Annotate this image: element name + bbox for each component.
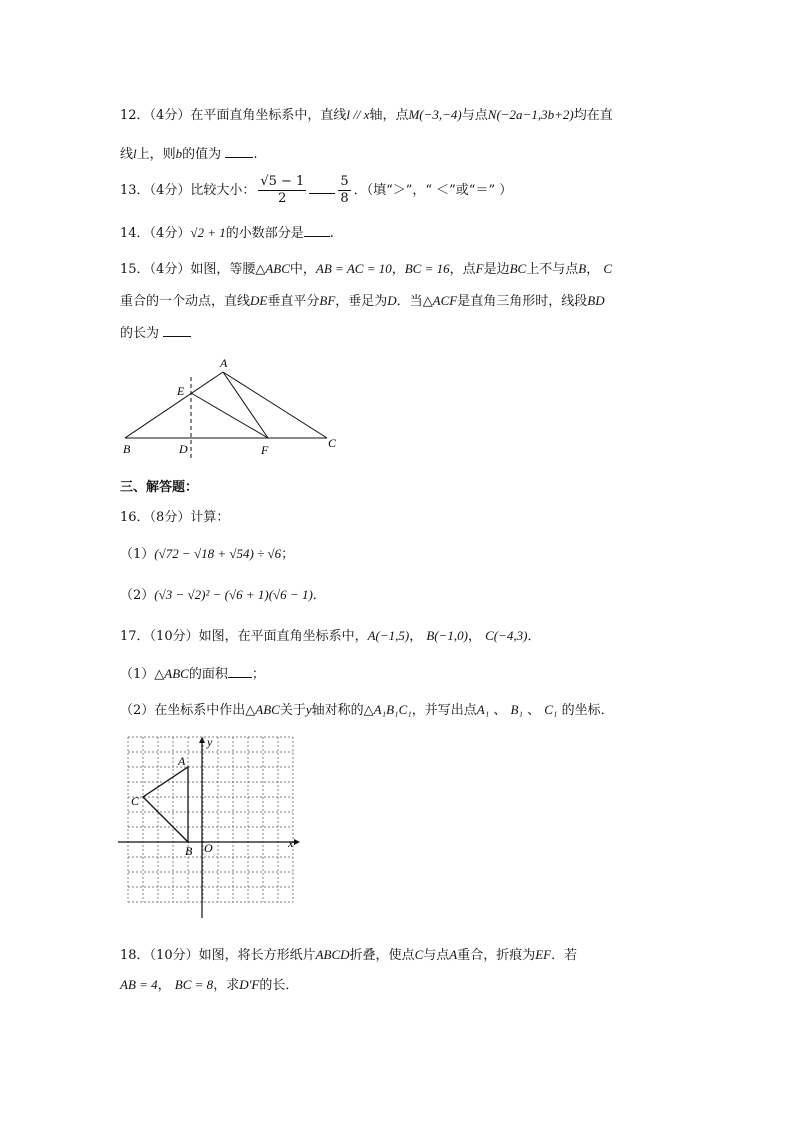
q15-triangle-figure — [115, 355, 345, 460]
section-heading: 三、解答题： — [120, 480, 199, 495]
segment-EF — [191, 393, 268, 438]
label-x: x — [288, 836, 294, 850]
q16-part2: （2）(√3 − √2)² − (√6 + 1)(√6 − 1)． — [120, 587, 326, 603]
label-A: A — [220, 356, 228, 370]
grid-lines — [128, 737, 293, 902]
q15-line3: 的长为 — [120, 324, 191, 343]
segment-BA — [125, 372, 223, 438]
q15-line1: 15．（4分）如图，等腰△ABC中，AB = AC = 10，BC = 16，点F是边BC上不与点B， C — [120, 261, 613, 277]
y-axis-arrow — [199, 737, 205, 743]
segment-AC — [223, 372, 327, 438]
q18-line2: AB = 4， BC = 8，求D′F的长． — [120, 977, 299, 993]
q18-line1: 18．（10分）如图，将长方形纸片ABCD折叠，使点C与点A重合，折痕为EF．若 — [120, 947, 578, 963]
label-B: B — [185, 844, 193, 858]
answer-blank — [163, 324, 191, 337]
q17-head: 17．（10分）如图，在平面直角坐标系中，A(−1,5)， B(−1,0)， C(−4,3)． — [120, 628, 541, 644]
answer-blank — [304, 224, 330, 237]
q17-part1: （1）△ABC的面积 ； — [120, 666, 265, 682]
label-O: O — [204, 841, 213, 855]
q14-line: 14．（4分）√2 + 1的小数部分是 . — [120, 225, 334, 241]
label-D: D — [179, 442, 188, 456]
label-C: C — [131, 794, 140, 808]
answer-blank — [309, 181, 335, 194]
q16-part1: （1）(√72 − √18 + √54) ÷ √6； — [120, 546, 295, 562]
label-A: A — [178, 754, 186, 768]
x-axis-arrow — [294, 839, 300, 845]
q12-line1: 12．（4分）在平面直角坐标系中，直线l // x轴，点M(−3,−4)与点N(−2a−1,3b+2)均在直 — [120, 107, 613, 123]
segment-AF — [223, 372, 268, 438]
fraction-1: $\frac{√5 - 1}{2}$ — [260, 174, 305, 206]
answer-blank — [228, 665, 252, 678]
q15-line2: 重合的一个动点，直线DE垂直平分BF，垂足为D．当△ACF是直角三角形时，线段BD — [120, 293, 605, 309]
label-C: C — [328, 436, 337, 450]
fraction-2: $\frac{5}{8}$ — [340, 174, 349, 206]
q13-line: 13．（4分）比较大小： $\frac{√5 - 1}{2}$ $\frac{5}{8}$ ．（填“＞”，“ ＜”或“＝” ） — [120, 174, 513, 206]
label-F: F — [261, 443, 269, 457]
q16-head: 16．（8分）计算： — [120, 510, 230, 525]
label-E: E — [177, 384, 185, 398]
q17-coordinate-grid — [118, 735, 303, 920]
label-y: y — [207, 735, 213, 749]
triangle-ABC — [143, 767, 188, 842]
answer-blank — [225, 145, 253, 158]
q12-line2: 线l上，则b的值为 . — [120, 146, 258, 162]
label-B: B — [123, 442, 131, 456]
q17-part2: （2）在坐标系中作出△ABC关于y轴对称的△A₁B₁C₁，并写出点A₁ 、 B₁ 、 C₁ 的坐标． — [120, 702, 614, 718]
